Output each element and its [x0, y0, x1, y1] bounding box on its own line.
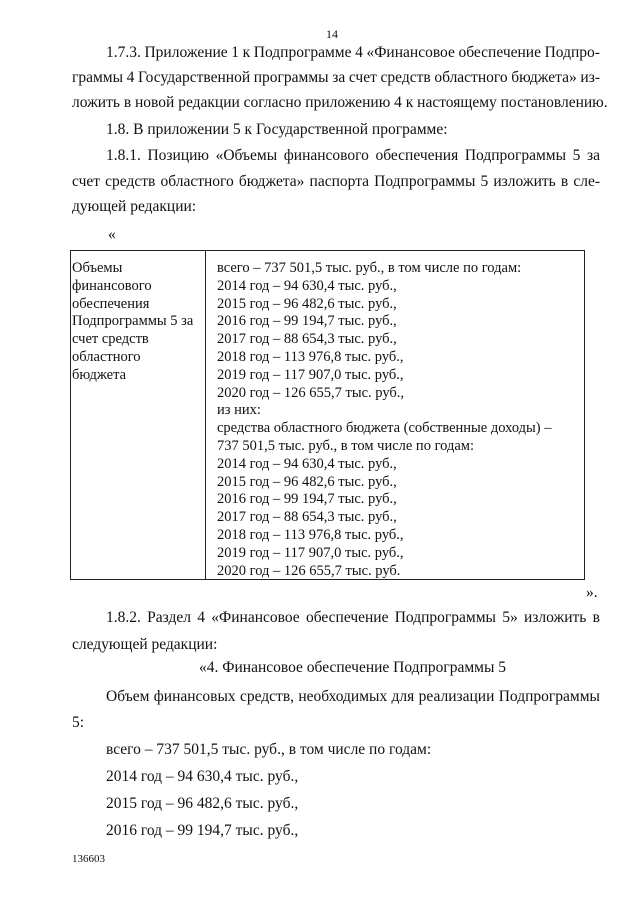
word: необходимых	[298, 688, 388, 705]
word: Подпрограмме	[253, 44, 352, 61]
page-number: 14	[326, 27, 338, 41]
word: бюджета»	[511, 69, 577, 86]
word: 4	[197, 609, 205, 626]
word: финансовых	[153, 688, 236, 705]
word: Позицию	[147, 147, 209, 164]
word: 5»	[502, 609, 518, 626]
word: Подпро-	[544, 44, 600, 61]
word: счет	[348, 69, 377, 86]
table-cell-line: всего – 737 501,5 тыс. руб., в том числе по годам:	[217, 260, 522, 276]
table-cell-line: 2016 год – 99 194,7 тыс. руб.,	[217, 491, 397, 508]
word: за	[332, 69, 346, 86]
word: Объем	[106, 688, 150, 705]
opening-quote: «	[108, 226, 116, 243]
table-cell-line: 2017 год – 88 654,3 тыс. руб.,	[217, 509, 397, 526]
table-cell-line: 2018 год – 113 976,8 тыс. руб.,	[217, 526, 404, 543]
table-column-divider	[205, 251, 206, 579]
paragraph-1-8-1-line-3: дующей редакции:	[72, 198, 197, 215]
word: «Финансовое	[211, 609, 300, 626]
word: 1	[231, 44, 240, 61]
word: 4	[126, 69, 135, 86]
word: счет	[72, 173, 101, 190]
word: в	[592, 609, 600, 626]
table-cell-line: финансового	[72, 277, 152, 294]
word: для	[391, 688, 415, 705]
table-cell-line: из них:	[217, 402, 261, 419]
word: «Объемы	[215, 147, 278, 164]
table-cell-line: 2015 год – 96 482,6 тыс. руб.,	[217, 473, 397, 490]
total-line: всего – 737 501,5 тыс. руб., в том числе по годам:	[106, 741, 432, 758]
table-cell-line: 2019 год – 117 907,0 тыс. руб.,	[217, 366, 404, 383]
paragraph-1-8-1-line-1	[106, 147, 600, 165]
word: изложить	[523, 609, 587, 626]
table-cell-line: 2015 год – 96 482,6 тыс. руб.,	[217, 295, 397, 312]
word: бюджета»	[238, 173, 305, 190]
word: Подпрограммы	[394, 609, 496, 626]
word: областного	[434, 69, 508, 86]
paragraph-1-8-2-line-2: следующей редакции:	[72, 636, 218, 653]
word: паспорта	[309, 173, 370, 190]
word: 1.7.3.	[106, 44, 141, 61]
word: реализации	[418, 688, 495, 705]
word: 5	[572, 147, 581, 164]
paragraph-1-7-3-line-1	[106, 44, 600, 62]
closing-quote: ».	[586, 584, 598, 601]
paragraph-1-8-2-line-1	[106, 609, 600, 627]
paragraph-1-7-3-line-3: ложить в новой редакции согласно приложению 4 к настоящему постановлению.	[72, 94, 608, 111]
word: средств	[380, 69, 431, 86]
word: из-	[580, 69, 600, 86]
table-cell-line: средства областного бюджета (собственные доходы) –	[217, 420, 552, 437]
table-cell-line: 2017 год – 88 654,3 тыс. руб.,	[217, 331, 397, 348]
word: Раздел	[147, 609, 191, 626]
word: сле-	[573, 173, 600, 190]
volume-line-2: 5:	[72, 714, 85, 731]
table-cell-line: счет средств	[72, 331, 149, 348]
year-line-2016: 2016 год – 99 194,7 тыс. руб.,	[106, 822, 299, 839]
word: обеспечение	[458, 44, 541, 61]
word: обеспечение	[305, 609, 389, 626]
word: Подпрограммы	[374, 173, 476, 190]
word: 4	[355, 44, 363, 61]
section-heading: «4. Финансовое обеспечение Подпрограммы 5	[199, 659, 507, 676]
word: средств,	[239, 688, 295, 705]
paragraph-1-8-1-line-2	[72, 173, 600, 191]
table-cell-line: 2019 год – 117 907,0 тыс. руб.,	[217, 544, 404, 561]
word: изложить	[493, 173, 556, 190]
word: Подпрограммы	[464, 147, 567, 164]
table-right-cell	[217, 260, 551, 580]
word: 5	[480, 173, 489, 190]
table-left-cell	[72, 260, 193, 385]
table-cell-line: обеспечения	[72, 295, 150, 312]
word: областного	[160, 173, 234, 190]
word: программы	[253, 69, 329, 86]
table-cell-line: 2014 год – 94 630,4 тыс. руб.,	[217, 455, 397, 472]
word: 1.8.2.	[106, 609, 141, 626]
table-cell-line: 2020 год – 126 655,7 тыс. руб.	[217, 562, 401, 579]
word: финансового	[283, 147, 369, 164]
word: Приложение	[144, 44, 228, 61]
word: средств	[105, 173, 156, 190]
word: за	[586, 147, 600, 164]
table-cell-line: 2018 год – 113 976,8 тыс. руб.,	[217, 348, 404, 365]
year-line-2015: 2015 год – 96 482,6 тыс. руб.,	[106, 795, 299, 812]
word: в	[560, 173, 569, 190]
table-cell-line: 2014 год – 94 630,4 тыс. руб.,	[217, 277, 397, 294]
word: Государственной	[138, 69, 251, 86]
table-cell-line: 737 501,5 тыс. руб., в том числе по годам:	[217, 437, 475, 454]
paragraph-1-7-3-line-2	[72, 69, 600, 87]
table-cell-line: 2020 год – 126 655,7 тыс. руб.,	[217, 384, 405, 401]
word: 1.8.1.	[106, 147, 141, 164]
table-cell-line: Подпрограммы 5 за	[72, 313, 194, 330]
table-cell-line: областного	[72, 348, 141, 365]
table-cell-line: Объемы	[72, 260, 123, 276]
table-cell-line: 2016 год – 99 194,7 тыс. руб.,	[217, 313, 397, 330]
word: Подпрограммы	[498, 688, 600, 705]
word: обеспечения	[375, 147, 459, 164]
word: «Финансовое	[366, 44, 455, 61]
word: граммы	[72, 69, 124, 86]
footer-document-code: 136603	[72, 853, 105, 865]
financing-table	[70, 250, 585, 580]
word: к	[242, 44, 251, 61]
year-line-2014: 2014 год – 94 630,4 тыс. руб.,	[106, 768, 299, 785]
table-cell-line: бюджета	[72, 366, 127, 383]
paragraph-1-8: 1.8. В приложении 5 к Государственной программе:	[106, 121, 448, 138]
volume-line-1	[106, 688, 600, 706]
